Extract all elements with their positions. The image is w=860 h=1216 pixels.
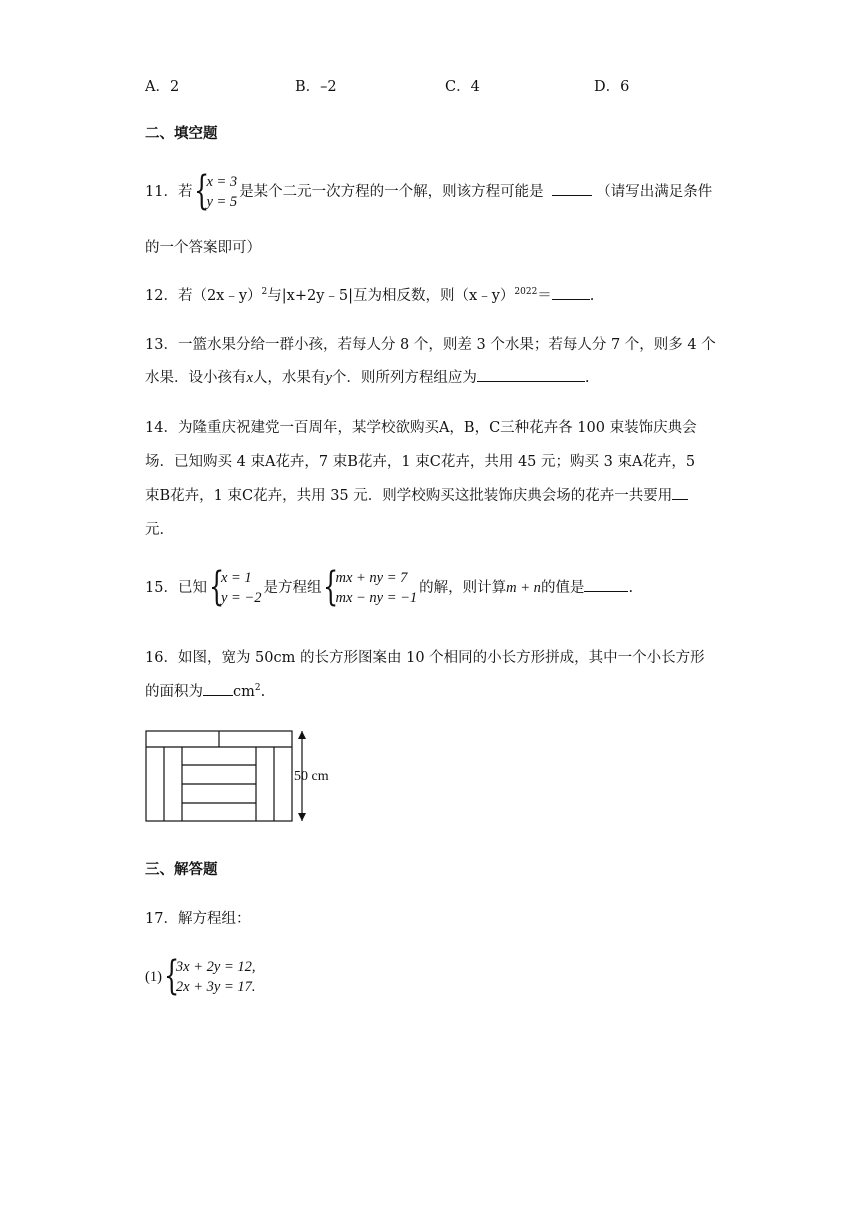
q15-expression: m + n	[506, 580, 541, 596]
arrow-up-icon	[298, 731, 306, 739]
q12-text-b: 与|x+2y﹣5|互为相反数，则（x﹣y）	[267, 288, 515, 304]
section-title-answer: 三、解答题	[145, 861, 218, 878]
q13-text-a: 水果．设小孩有	[145, 370, 247, 386]
q15-text-mid: 是方程组	[263, 580, 322, 596]
q15-eq2: y = −2	[220, 590, 262, 606]
q17-eq1: 3x + 2y = 12,	[175, 959, 256, 975]
q12-exponent-2022: 2022	[514, 287, 538, 298]
q17-part-label: (1)	[145, 969, 162, 985]
q15-equation-system: { mx + ny = 7 mx − ny = −1	[323, 564, 418, 610]
q12-text-a: 12．若（2x﹣y）	[145, 288, 262, 304]
q14-answer-blank[interactable]	[672, 485, 688, 500]
q14-line-4: 元．	[145, 522, 174, 538]
arrow-down-icon	[298, 813, 306, 821]
q16-text: 的面积为	[145, 684, 203, 700]
q13-var-x: x	[246, 370, 253, 386]
q14-line-1: 14．为隆重庆祝建党一百周年，某学校欲购买A，B，C三种花卉各 100 束装饰庆典会	[145, 420, 697, 436]
q17-eq2: 2x + 3y = 17.	[175, 979, 256, 995]
question-12	[145, 284, 594, 305]
q15-text: 的解，则计算	[419, 580, 507, 596]
q13-text-b: 人，水果有	[252, 370, 326, 386]
option-d: D．6	[594, 79, 630, 95]
q17-part-1	[145, 953, 258, 999]
option-a: A．2	[145, 79, 180, 95]
q15-eq1: x = 1	[220, 570, 252, 586]
option-b: B．–2	[295, 79, 337, 95]
q15-text-tail: 的值是	[540, 580, 585, 596]
q11-text: 是某个二元一次方程的一个解，则该方程可能是	[239, 184, 544, 200]
option-c: C．4	[445, 79, 480, 95]
q17-system: { 3x + 2y = 12, 2x + 3y = 17.	[163, 953, 256, 999]
q13-text-c: 个．则所列方程组应为	[331, 370, 477, 386]
question-11	[145, 168, 713, 214]
q15-number: 15．已知	[145, 580, 207, 596]
q11-text-2: （请写出满足条件	[596, 184, 713, 200]
q11-text-3: 的一个答案即可）	[145, 240, 261, 256]
question-15	[145, 564, 634, 610]
q15-answer-blank[interactable]	[584, 577, 628, 592]
q14-line-2: 场．已知购买 4 束A花卉，7 束B花卉，1 束C花卉，共用 45 元；购买 3 束A花卉，5	[145, 454, 696, 470]
q16-figure-label: 50 cm	[294, 769, 329, 784]
q11-system: { x = 3 y = 5	[194, 168, 238, 214]
q16-unit-exponent: 2	[254, 683, 261, 694]
q13-var-y: y	[325, 370, 332, 386]
q16-line-1: 16．如图，宽为 50cm 的长方形图案由 10 个相同的小长方形拼成，其中一个小长方形	[145, 650, 705, 666]
q12-period: .	[589, 288, 595, 304]
q11-number: 11．若	[145, 184, 193, 200]
q13-period: .	[584, 370, 590, 386]
q11-eq2: y = 5	[206, 194, 238, 210]
q13-line-1: 13．一篮水果分给一群小孩，若每人分 8 个，则差 3 个水果；若每人分 7 个，则多 4 个	[145, 337, 716, 353]
q11-eq1: x = 3	[206, 174, 238, 190]
q16-line-2	[145, 680, 265, 701]
q11-answer-blank[interactable]	[552, 181, 592, 196]
q16-answer-blank[interactable]	[203, 681, 233, 696]
q15-eq4: mx − ny = −1	[335, 590, 418, 606]
q12-answer-blank[interactable]	[552, 285, 590, 300]
section-title-fill-blank: 二、填空题	[145, 125, 218, 142]
q14-line-3	[145, 484, 688, 505]
q15-period: .	[628, 580, 634, 596]
q12-equals: ＝	[537, 288, 552, 304]
q15-eq3: mx + ny = 7	[335, 570, 408, 586]
q13-answer-blank[interactable]	[477, 367, 585, 382]
q12-exponent: 2	[261, 287, 268, 298]
q16-period: .	[260, 684, 266, 700]
q15-solution-system: { x = 1 y = −2	[208, 564, 262, 610]
q14-text-3: 束B花卉，1 束C花卉，共用 35 元．则学校购买这批装饰庆典会场的花卉一共要用	[145, 488, 673, 504]
q16-unit: cm	[233, 684, 255, 700]
q17-title: 17．解方程组：	[145, 911, 251, 927]
q13-line-2	[145, 366, 589, 387]
